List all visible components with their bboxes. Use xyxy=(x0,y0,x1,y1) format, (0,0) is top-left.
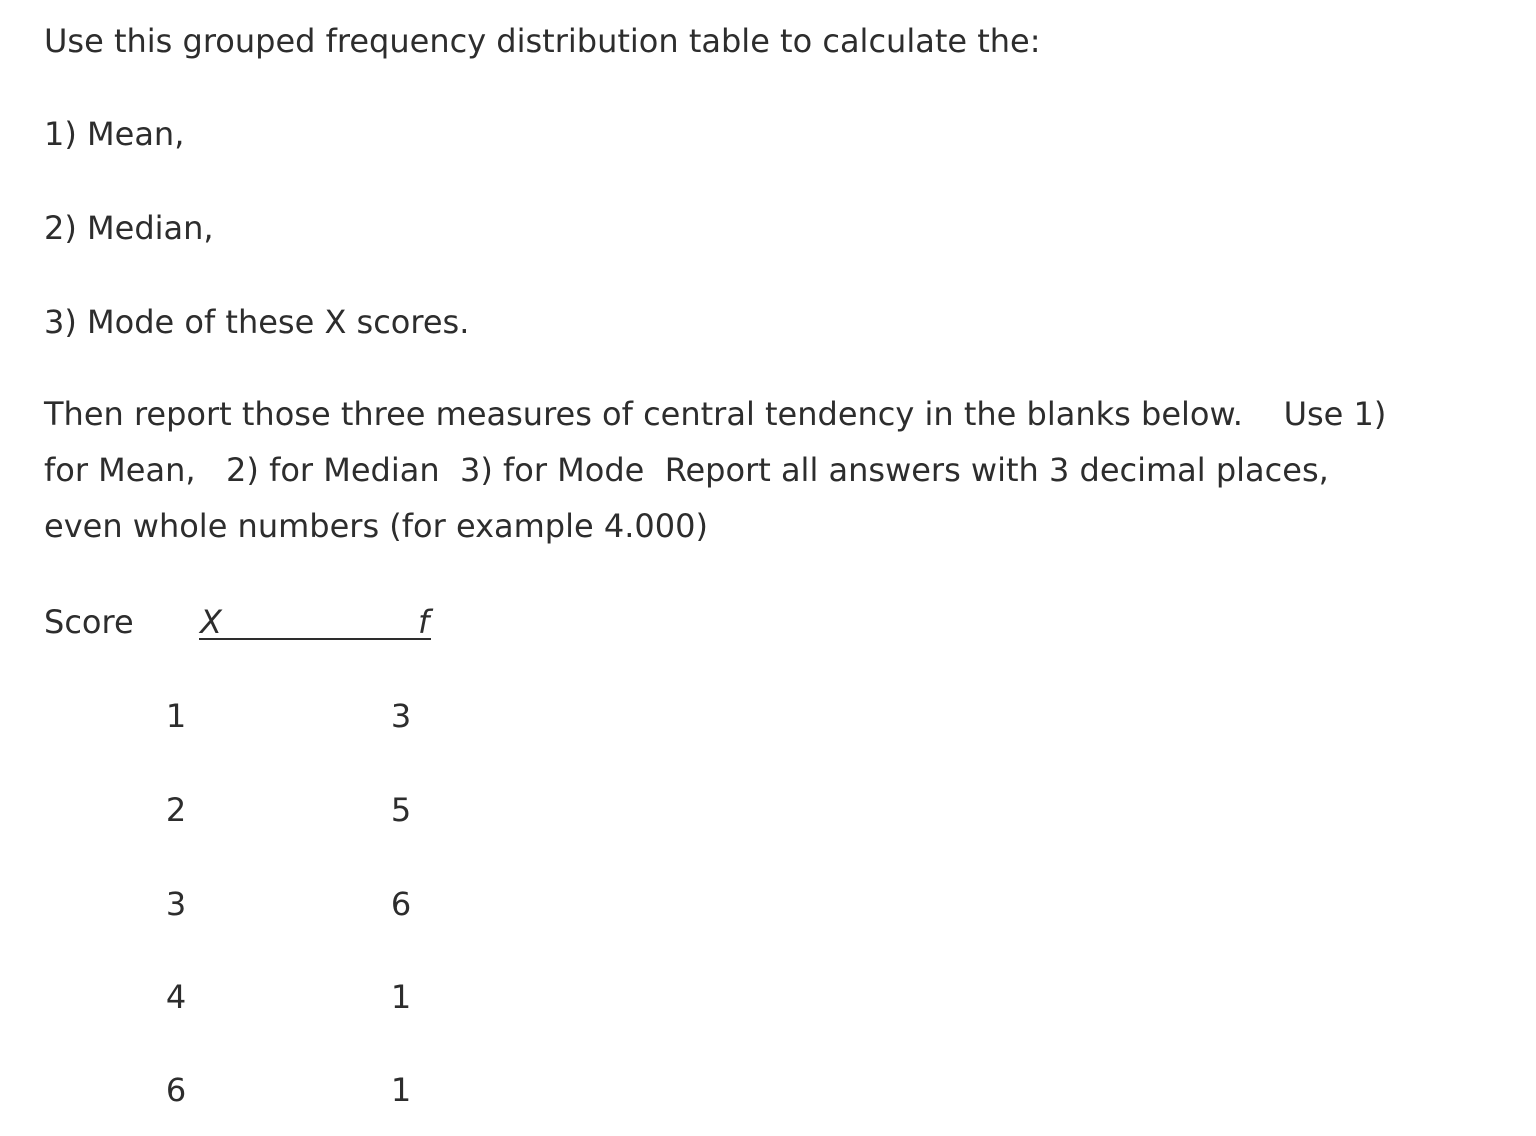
table-cell-x: 6 xyxy=(165,1071,187,1109)
table-cell-f: 1 xyxy=(390,1071,412,1109)
header-f: f xyxy=(418,603,430,641)
table-label: Score xyxy=(44,603,134,641)
item-mode: 3) Mode of these X scores. xyxy=(44,303,470,341)
table-cell-x: 3 xyxy=(165,885,187,923)
table-cell-x: 4 xyxy=(165,978,187,1016)
item-mean: 1) Mean, xyxy=(44,115,185,153)
header-underline xyxy=(199,638,431,640)
question-intro: Use this grouped frequency distribution table to calculate the: xyxy=(44,22,1041,60)
instructions-line: even whole numbers (for example 4.000) xyxy=(44,507,708,545)
header-x: X xyxy=(200,603,222,641)
table-cell-f: 1 xyxy=(390,978,412,1016)
table-cell-f: 3 xyxy=(390,697,412,735)
instructions-line: Then report those three measures of central tendency in the blanks below. Use 1) xyxy=(44,395,1387,433)
item-median: 2) Median, xyxy=(44,209,214,247)
table-cell-x: 2 xyxy=(165,791,187,829)
table-cell-f: 6 xyxy=(390,885,412,923)
table-cell-f: 5 xyxy=(390,791,412,829)
table-cell-x: 1 xyxy=(165,697,187,735)
instructions-line: for Mean, 2) for Median 3) for Mode Report all answers with 3 decimal places, xyxy=(44,451,1329,489)
